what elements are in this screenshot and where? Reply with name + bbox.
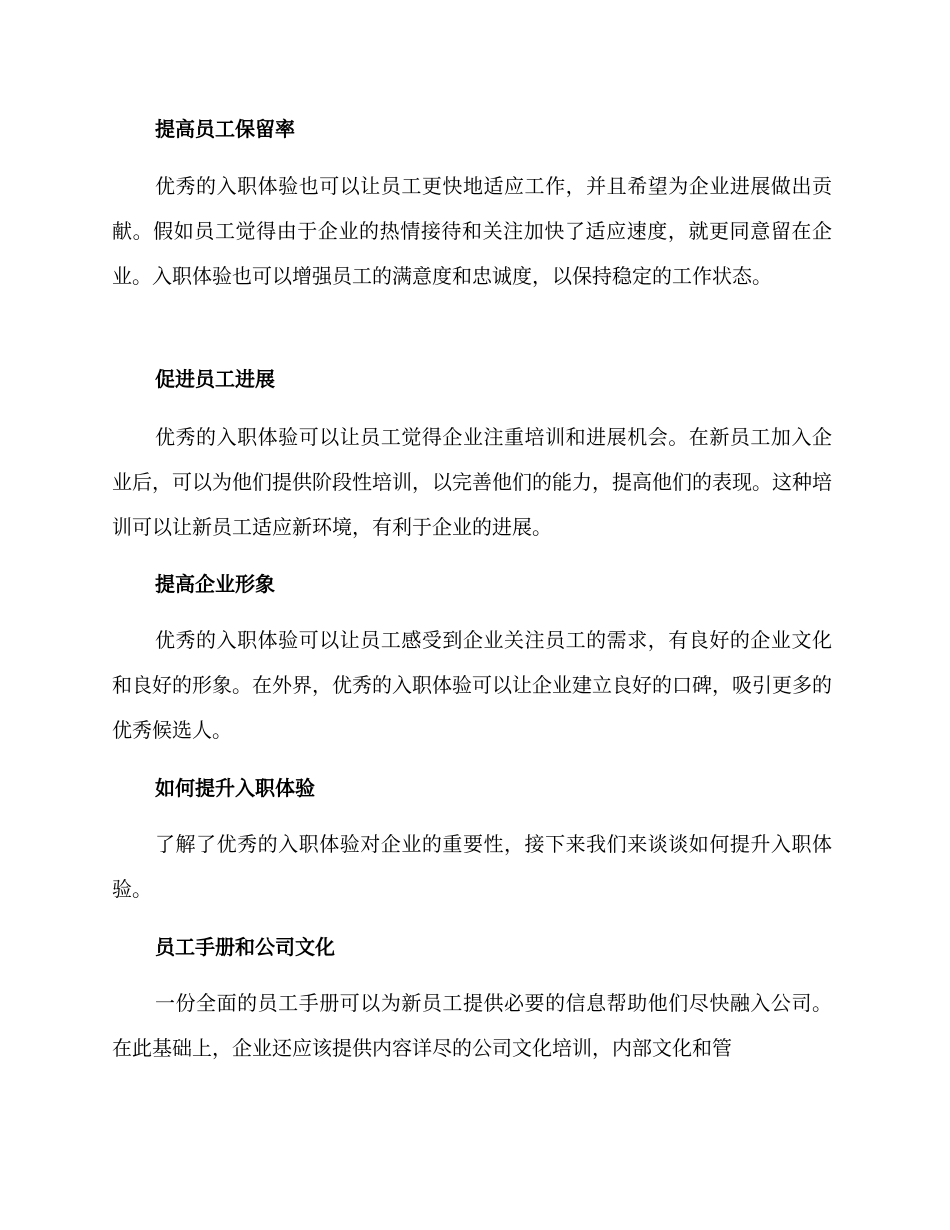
section-paragraph: 优秀的入职体验可以让员工感受到企业关注员工的需求，有良好的企业文化和良好的形象。在外界，优秀的入职体验可以让企业建立良好的口碑，吸引更多的优秀候选人。 [112,628,832,742]
section-heading: 提高企业形象 [155,572,275,596]
section-heading: 促进员工进展 [155,367,275,391]
section-paragraph: 了解了优秀的入职体验对企业的重要性，接下来我们来谈谈如何提升入职体验。 [112,832,832,901]
section-paragraph: 优秀的入职体验可以让员工觉得企业注重培训和进展机会。在新员工加入企业后，可以为他们提供阶段性培训，以完善他们的能力，提高他们的表现。这种培训可以让新员工适应新环境，有利于企业的进展。 [112,425,832,539]
section-paragraph: 优秀的入职体验也可以让员工更快地适应工作，并且希望为企业进展做出贡献。假如员工觉得由于企业的热情接待和关注加快了适应速度，就更同意留在企业。入职体验也可以增强员工的满意度和忠诚度，以保持稳定的工作状态。 [112,174,832,288]
section-paragraph: 一份全面的员工手册可以为新员工提供必要的信息帮助他们尽快融入公司。在此基础上，企业还应该提供内容详尽的公司文化培训，内部文化和管 [112,991,832,1060]
section-heading: 如何提升入职体验 [155,776,315,800]
section-heading: 员工手册和公司文化 [155,935,335,959]
section-heading: 提高员工保留率 [155,117,295,141]
